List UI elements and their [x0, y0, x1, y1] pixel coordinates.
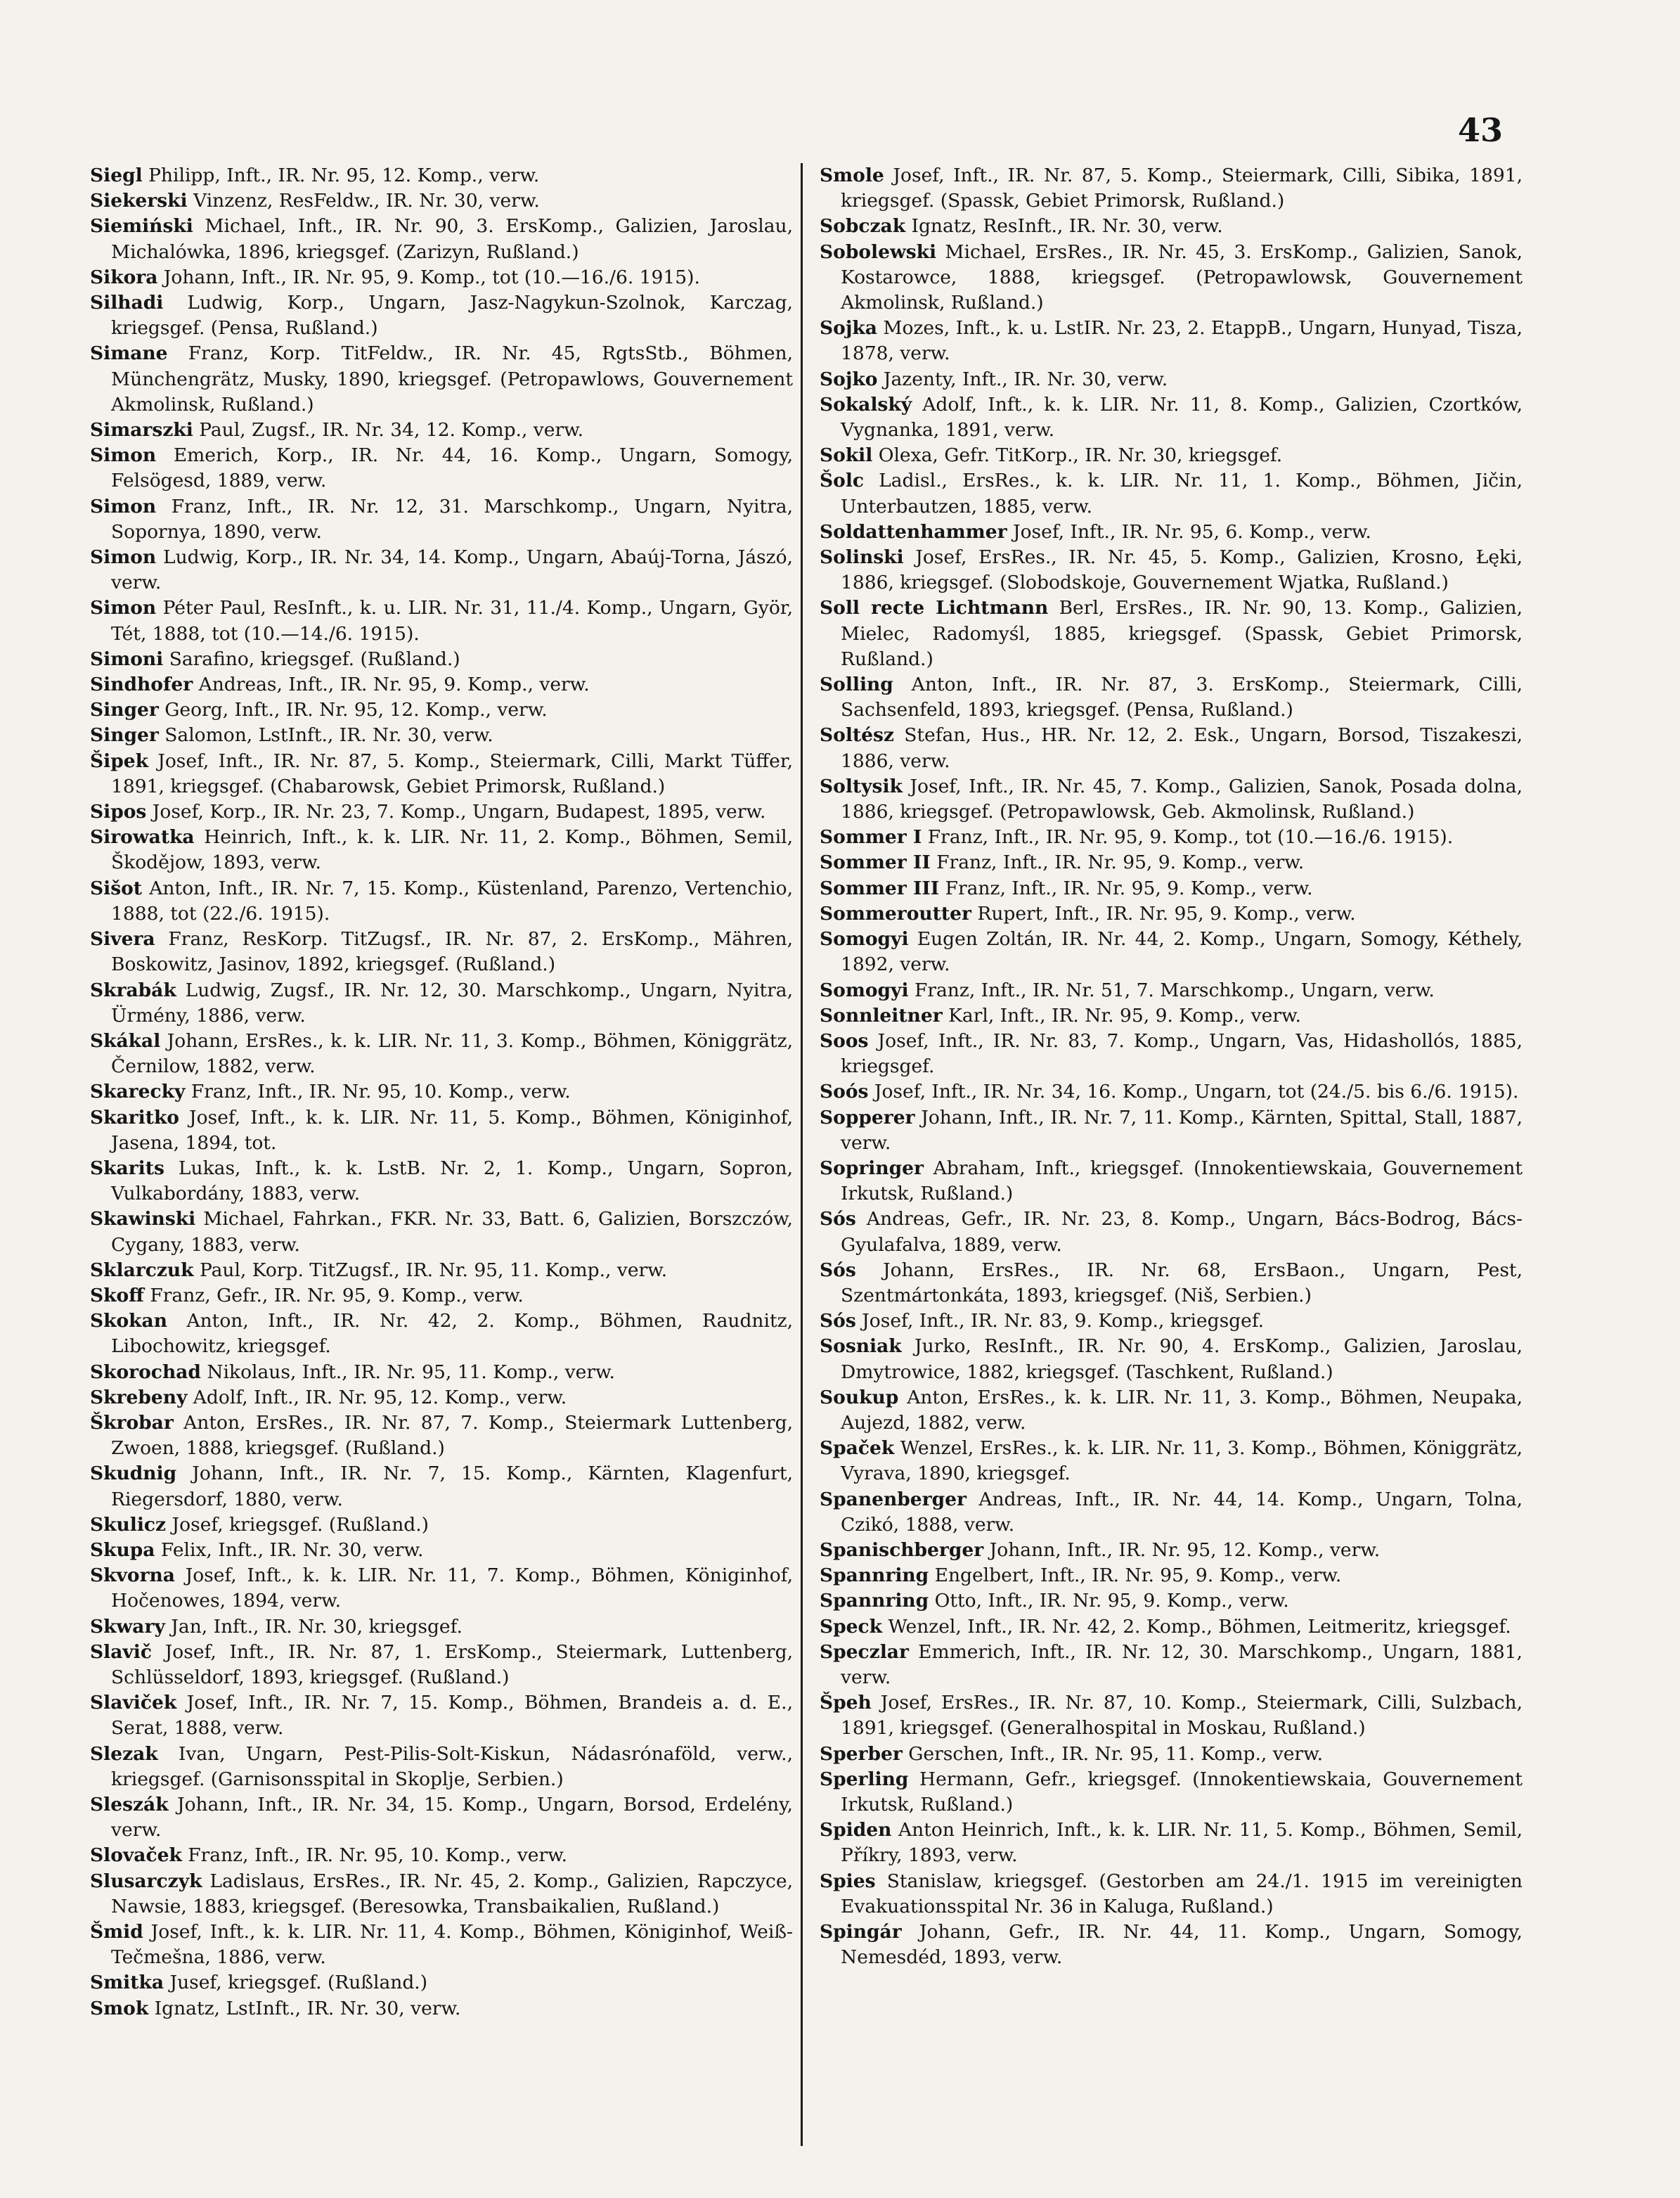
register-entry — [90, 1843, 793, 1868]
entry-surname: Špeh — [820, 1692, 872, 1714]
entry-surname: Šolc — [820, 470, 865, 492]
entry-details: Franz, ResKorp. TitZugsf., IR. Nr. 87, 2. ErsKomp., Mähren, Boskowitz, Jasinov, 1892, kriegsgef. (Rußland.) — [111, 928, 793, 976]
entry-surname: Sojko — [820, 368, 878, 390]
entry-surname: Sobolewski — [820, 240, 937, 263]
entry-details: Josef, Inft., IR. Nr. 83, 7. Komp., Ungarn, Vas, Hidashollós, 1885, kriegsgef. — [841, 1029, 1523, 1078]
entry-details: Engelbert, Inft., IR. Nr. 95, 9. Komp., verw. — [929, 1564, 1342, 1587]
entry-details: Anton, Inft., IR. Nr. 7, 15. Komp., Küstenland, Parenzo, Vertenchio, 1888, tot (22./6. 1915). — [111, 877, 793, 925]
register-entry — [90, 596, 793, 646]
register-entry — [90, 341, 793, 418]
entry-surname: Sommeroutter — [820, 902, 971, 925]
entry-details: Josef, Inft., IR. Nr. 83, 9. Komp., kriegsgef. — [855, 1310, 1265, 1332]
register-entry — [90, 799, 793, 825]
entry-surname: Skrebeny — [90, 1386, 188, 1408]
entry-surname: Sonnleitner — [820, 1004, 943, 1027]
entry-surname: Siegl — [90, 165, 143, 186]
entry-surname: Skorochad — [90, 1361, 201, 1383]
register-entry — [820, 240, 1523, 316]
entry-details: Ignatz, ResInft., IR. Nr. 30, verw. — [905, 215, 1223, 238]
entry-details: Felix, Inft., IR. Nr. 30, verw. — [155, 1538, 424, 1561]
entry-surname: Škrobar — [90, 1411, 174, 1434]
entry-details: Franz, Inft., IR. Nr. 95, 9. Komp., tot (10.—16./6. 1915). — [922, 826, 1454, 849]
entry-details: Ladisl., ErsRes., k. k. LIR. Nr. 11, 1. Komp., Böhmen, Jičin, Unterbautzen, 1885, verw. — [841, 470, 1523, 518]
entry-details: Otto, Inft., IR. Nr. 95, 9. Komp., verw. — [929, 1590, 1289, 1612]
entry-details: Michael, Fahrkan., FKR. Nr. 33, Batt. 6, Galizien, Borszczów, Cygany, 1883, verw. — [111, 1208, 793, 1256]
register-entry — [90, 1385, 793, 1410]
register-entry — [90, 1614, 793, 1640]
entry-details: Johann, Inft., IR. Nr. 7, 15. Komp., Kärnten, Klagenfurt, Riegersdorf, 1880, verw. — [111, 1463, 793, 1510]
entry-details: Heinrich, Inft., k. k. LIR. Nr. 11, 2. Komp., Böhmen, Semil, Škodějow, 1893, verw. — [111, 826, 793, 874]
entry-details: Ignatz, LstInft., IR. Nr. 30, verw. — [148, 1997, 461, 2019]
entry-details: Josef, Korp., IR. Nr. 23, 7. Komp., Ungarn, Budapest, 1895, verw. — [146, 801, 766, 823]
register-entry — [820, 1385, 1523, 1436]
entry-details: Anton, Inft., IR. Nr. 87, 3. ErsKomp., Steiermark, Cilli, Sachsenfeld, 1893, kriegsgef. (Pensa, Rußland.) — [841, 674, 1523, 721]
entry-surname: Singer — [90, 699, 159, 721]
entry-surname: Soll recte Lichtmann — [820, 597, 1049, 619]
right-column — [820, 163, 1523, 1970]
register-entry — [820, 1207, 1523, 1257]
entry-details: Andreas, Inft., IR. Nr. 44, 14. Komp., Ungarn, Tolna, Czikó, 1888, verw. — [841, 1488, 1523, 1536]
entry-details: Josef, kriegsgef. (Rußland.) — [166, 1513, 429, 1536]
register-entry — [90, 1563, 793, 1614]
register-entry — [90, 188, 793, 214]
entry-details: Michael, Inft., IR. Nr. 90, 3. ErsKomp., Galizien, Jaroslau, Michalówka, 1896, kriegsgef. (Zarizyn, Rußland.) — [111, 215, 793, 263]
entry-details: Stanislaw, kriegsgef. (Gestorben am 24./1. 1915 im vereinigten Evakuationsspital Nr. 36 in Kaluga, Rußland.) — [841, 1870, 1523, 1917]
register-entry — [90, 290, 793, 341]
entry-surname: Spanischberger — [820, 1538, 984, 1561]
entry-details: Olexa, Gefr. TitKorp., IR. Nr. 30, kriegsgef. — [872, 444, 1283, 467]
register-entry — [820, 876, 1523, 901]
register-entry — [820, 316, 1523, 366]
entry-surname: Spannring — [820, 1590, 929, 1612]
register-entry — [820, 978, 1523, 1003]
entry-surname: Sommer II — [820, 851, 931, 874]
register-entry — [820, 723, 1523, 773]
register-entry — [820, 392, 1523, 443]
register-entry — [820, 1334, 1523, 1384]
entry-surname: Spanenberger — [820, 1488, 967, 1510]
register-entry — [90, 1029, 793, 1079]
register-entry — [820, 468, 1523, 519]
entry-surname: Sindhofer — [90, 674, 193, 696]
register-entry — [90, 1920, 793, 1970]
entry-details: Josef, Inft., IR. Nr. 87, 5. Komp., Steiermark, Cilli, Sibika, 1891, kriegsgef. (Spassk, Gebiet Primorsk, Rußland.) — [841, 165, 1523, 212]
entry-details: Georg, Inft., IR. Nr. 95, 12. Komp., verw. — [158, 699, 548, 721]
entry-surname: Sommer I — [820, 826, 922, 849]
register-entry — [90, 749, 793, 799]
entry-details: Ludwig, Zugsf., IR. Nr. 12, 30. Marschkomp., Ungarn, Nyitra, Ürmény, 1886, verw. — [111, 979, 793, 1027]
entry-details: Anton, ErsRes., IR. Nr. 87, 7. Komp., Steiermark Luttenberg, Zwoen, 1888, kriegsgef. (Rußland.) — [111, 1411, 793, 1460]
register-entry — [820, 1436, 1523, 1486]
register-entry — [90, 214, 793, 264]
register-entry — [820, 520, 1523, 545]
register-entry — [90, 698, 793, 723]
entry-details: Franz, Inft., IR. Nr. 51, 7. Marschkomp., Ungarn, verw. — [908, 979, 1435, 1001]
entry-details: Jurko, ResInft., IR. Nr. 90, 4. ErsKomp., Galizien, Jaroslau, Dmytrowice, 1882, kriegsgef. (Taschkent, Rußland.) — [841, 1335, 1523, 1383]
entry-details: Johann, Inft., IR. Nr. 95, 12. Komp., verw. — [983, 1538, 1381, 1561]
register-entry — [820, 1640, 1523, 1690]
entry-surname: Spies — [820, 1870, 876, 1892]
entry-details: Franz, Inft., IR. Nr. 12, 31. Marschkomp., Ungarn, Nyitra, Sopornya, 1890, verw. — [111, 495, 793, 543]
entry-details: Mozes, Inft., k. u. LstIR. Nr. 23, 2. EtappB., Ungarn, Hunyad, Tisza, 1878, verw. — [841, 317, 1523, 365]
entry-details: Abraham, Inft., kriegsgef. (Innokentiewskaia, Gouvernement Irkutsk, Rußland.) — [841, 1157, 1523, 1205]
entry-surname: Spiden — [820, 1819, 892, 1842]
register-entry — [90, 443, 793, 494]
register-entry — [90, 1309, 793, 1359]
entry-surname: Sišot — [90, 877, 143, 899]
entry-details: Josef, Inft., k. k. LIR. Nr. 11, 4. Komp., Böhmen, Königinhof, Weiß-Tečmešna, 1886, verw. — [111, 1921, 793, 1969]
register-entry — [90, 1538, 793, 1563]
entry-details: Emmerich, Inft., IR. Nr. 12, 30. Marschkomp., Ungarn, 1881, verw. — [841, 1640, 1523, 1688]
entry-details: Karl, Inft., IR. Nr. 95, 9. Komp., verw. — [942, 1004, 1301, 1027]
register-entry — [90, 1792, 793, 1843]
register-entry — [820, 1614, 1523, 1640]
entry-surname: Soukup — [820, 1386, 899, 1408]
register-entry — [820, 672, 1523, 723]
register-entry — [820, 850, 1523, 875]
register-entry — [820, 1029, 1523, 1079]
entry-surname: Somogyi — [820, 979, 909, 1001]
register-entry — [820, 1258, 1523, 1309]
entry-surname: Smok — [90, 1997, 149, 2019]
column-divider — [801, 163, 803, 2146]
entry-details: Ludwig, Korp., Ungarn, Jasz-Nagykun-Szolnok, Karczag, kriegsgef. (Pensa, Rußland.) — [111, 292, 793, 340]
register-entry — [90, 494, 793, 545]
register-entry — [820, 1538, 1523, 1563]
register-entry — [90, 265, 793, 290]
entry-surname: Skaritko — [90, 1106, 179, 1129]
entry-details: Jusef, kriegsgef. (Rußland.) — [164, 1972, 428, 1994]
register-entry — [820, 825, 1523, 850]
register-entry — [820, 214, 1523, 239]
entry-surname: Simoni — [90, 648, 164, 670]
entry-details: Adolf, Inft., k. k. LIR. Nr. 11, 8. Komp., Galizien, Czortków, Vygnanka, 1891, verw. — [841, 393, 1523, 442]
entry-details: Josef, Inft., IR. Nr. 87, 1. ErsKomp., Steiermark, Luttenberg, Schlüsseldorf, 1893, kriegsgef. (Rußland.) — [111, 1640, 793, 1688]
register-entry — [820, 1920, 1523, 1970]
entry-surname: Skarecky — [90, 1081, 186, 1103]
entry-details: Franz, Inft., IR. Nr. 95, 9. Komp., verw. — [939, 877, 1313, 899]
entry-surname: Sós — [820, 1208, 856, 1230]
register-entry — [90, 418, 793, 443]
entry-details: Franz, Korp. TitFeldw., IR. Nr. 45, RgtsStb., Böhmen, Münchengrätz, Musky, 1890, kriegsgef. (Petropawlows, Gouvernement Akmolinsk, Rußland.) — [111, 342, 793, 416]
register-entry — [820, 1588, 1523, 1614]
register-entry — [90, 1105, 793, 1156]
entry-surname: Skarits — [90, 1157, 164, 1179]
entry-details: Johann, Inft., IR. Nr. 34, 15. Komp., Ungarn, Borsod, Erdelény, verw. — [111, 1794, 793, 1842]
entry-details: Josef, Inft., IR. Nr. 87, 5. Komp., Steiermark, Cilli, Markt Tüffer, 1891, kriegsgef. (Chabarowsk, Gebiet Primorsk, Rußland.) — [111, 750, 793, 797]
register-entry — [820, 1156, 1523, 1207]
entry-details: Jan, Inft., IR. Nr. 30, kriegsgef. — [164, 1615, 463, 1638]
register-entry — [90, 1742, 793, 1792]
entry-surname: Simon — [90, 546, 157, 569]
entry-details: Andreas, Gefr., IR. Nr. 23, 8. Komp., Ungarn, Bács-Bodrog, Bács-Gyulafalva, 1889, verw. — [841, 1208, 1523, 1256]
entry-details: Andreas, Inft., IR. Nr. 95, 9. Komp., verw. — [193, 674, 590, 696]
entry-surname: Sperber — [820, 1742, 903, 1765]
entry-surname: Sopperer — [820, 1106, 915, 1129]
entry-surname: Skrabák — [90, 979, 176, 1001]
entry-details: Ivan, Ungarn, Pest-Pilis-Solt-Kiskun, Nádasrónaföld, verw., kriegsgef. (Garnisonsspital in Skoplje, Serbien.) — [111, 1742, 793, 1790]
entry-surname: Skupa — [90, 1538, 155, 1561]
entry-surname: Sikora — [90, 266, 158, 288]
entry-surname: Soltysik — [820, 775, 903, 797]
entry-surname: Sojka — [820, 317, 877, 340]
entry-surname: Spingár — [820, 1921, 902, 1943]
register-entry — [90, 1690, 793, 1741]
entry-details: Paul, Korp. TitZugsf., IR. Nr. 95, 11. Komp., verw. — [193, 1259, 668, 1281]
register-entry — [820, 1742, 1523, 1767]
entry-surname: Spaček — [820, 1437, 895, 1460]
entry-surname: Slavič — [90, 1640, 152, 1663]
entry-details: Hermann, Gefr., kriegsgef. (Innokentiewskaia, Gouvernement Irkutsk, Rußland.) — [841, 1768, 1523, 1815]
entry-details: Ladislaus, ErsRes., IR. Nr. 45, 2. Komp., Galizien, Rapczyce, Nawsie, 1883, kriegsgef. (Beresowka, Transbaikalien, Rußland.) — [111, 1870, 793, 1917]
register-entry — [820, 1818, 1523, 1868]
entry-surname: Soós — [820, 1081, 869, 1103]
entry-surname: Sklarczuk — [90, 1259, 194, 1281]
entry-surname: Skulicz — [90, 1513, 167, 1536]
register-entry — [90, 647, 793, 672]
register-entry — [820, 443, 1523, 468]
entry-surname: Soos — [820, 1029, 869, 1052]
entry-details: Ludwig, Korp., IR. Nr. 34, 14. Komp., Ungarn, Abaúj-Torna, Jászó, verw. — [111, 546, 793, 594]
entry-surname: Sperling — [820, 1768, 909, 1790]
entry-surname: Skwary — [90, 1615, 165, 1638]
entry-surname: Simon — [90, 495, 157, 518]
entry-details: Josef, Inft., k. k. LIR. Nr. 11, 5. Komp., Böhmen, Königinhof, Jasena, 1894, tot. — [111, 1106, 793, 1154]
entry-details: Lukas, Inft., k. k. LstB. Nr. 2, 1. Komp., Ungarn, Sopron, Vulkabordány, 1883, verw. — [111, 1157, 793, 1205]
entry-surname: Simon — [90, 444, 157, 467]
entry-details: Franz, Inft., IR. Nr. 95, 10. Komp., verw. — [185, 1081, 571, 1103]
entry-details: Johann, Inft., IR. Nr. 95, 9. Komp., tot (10.—16./6. 1915). — [157, 266, 700, 288]
entry-details: Michael, ErsRes., IR. Nr. 45, 3. ErsKomp., Galizien, Sanok, Kostarowce, 1888, kriegsgef. (Petropawlowsk, Gouvernement Akmolinsk, Rußland.) — [841, 240, 1523, 314]
entry-surname: Sirowatka — [90, 826, 195, 849]
entry-details: Josef, Inft., IR. Nr. 45, 7. Komp., Galizien, Sanok, Posada dolna, 1886, kriegsgef. (Petropawlowsk, Geb. Akmolinsk, Rußland.) — [841, 775, 1523, 823]
entry-surname: Simane — [90, 342, 168, 365]
register-entry — [820, 1105, 1523, 1156]
register-entry — [90, 1156, 793, 1207]
register-entry — [820, 1003, 1523, 1029]
entry-surname: Skoff — [90, 1284, 144, 1306]
entry-details: Johann, ErsRes., IR. Nr. 68, ErsBaon., Ungarn, Pest, Szentmártonkáta, 1893, kriegsgef. (Niš, Serbien.) — [841, 1259, 1523, 1306]
entry-details: Josef, Inft., IR. Nr. 34, 16. Komp., Ungarn, tot (24./5. bis 6./6. 1915). — [868, 1081, 1519, 1103]
entry-surname: Simarszki — [90, 419, 193, 442]
entry-surname: Solling — [820, 674, 893, 696]
entry-details: Josef, Inft., k. k. LIR. Nr. 11, 7. Komp., Böhmen, Königinhof, Hočenowes, 1894, verw. — [111, 1564, 793, 1612]
register-entry — [820, 774, 1523, 825]
register-entry — [90, 163, 793, 188]
page-number: 43 — [1457, 111, 1503, 149]
register-entry — [820, 163, 1523, 214]
register-entry — [90, 1996, 793, 2022]
register-entry — [820, 1309, 1523, 1334]
entry-details: Johann, Gefr., IR. Nr. 44, 11. Komp., Ungarn, Somogy, Nemesdéd, 1893, verw. — [841, 1921, 1523, 1969]
entry-details: Josef, ErsRes., IR. Nr. 45, 5. Komp., Galizien, Krosno, Łęki, 1886, kriegsgef. (Slobodskoje, Gouvernement Wjatka, Rußland.) — [841, 546, 1523, 594]
register-entry — [90, 1207, 793, 1257]
entry-surname: Šipek — [90, 750, 148, 772]
register-entry — [90, 1970, 793, 1995]
entry-details: Anton Heinrich, Inft., k. k. LIR. Nr. 11, 5. Komp., Böhmen, Semil, Příkry, 1893, verw. — [841, 1819, 1523, 1867]
entry-details: Franz, Inft., IR. Nr. 95, 9. Komp., verw. — [930, 851, 1305, 874]
entry-surname: Siekerski — [90, 190, 188, 212]
entry-surname: Somogyi — [820, 928, 909, 951]
entry-details: Sarafino, kriegsgef. (Rußland.) — [163, 648, 460, 670]
register-entry — [90, 927, 793, 977]
register-entry — [90, 672, 793, 698]
entry-surname: Skawinski — [90, 1208, 196, 1230]
register-entry — [820, 1563, 1523, 1588]
entry-details: Rupert, Inft., IR. Nr. 95, 9. Komp., verw. — [971, 902, 1356, 925]
entry-surname: Sleszák — [90, 1794, 169, 1815]
entry-details: Péter Paul, ResInft., k. u. LIR. Nr. 31, 11./4. Komp., Ungarn, Györ, Tét, 1888, tot (10.—14./6. 1915). — [111, 597, 793, 645]
register-entry — [820, 545, 1523, 596]
register-entry — [820, 927, 1523, 977]
entry-surname: Sosniak — [820, 1335, 902, 1358]
entry-details: Gerschen, Inft., IR. Nr. 95, 11. Komp., verw. — [902, 1742, 1324, 1765]
register-entry — [90, 723, 793, 748]
entry-surname: Šmid — [90, 1921, 143, 1943]
entry-surname: Smole — [820, 165, 884, 186]
register-entry — [90, 1258, 793, 1283]
entry-details: Anton, ErsRes., k. k. LIR. Nr. 11, 3. Komp., Böhmen, Neupaka, Aujezd, 1882, verw. — [841, 1386, 1523, 1434]
entry-surname: Slaviček — [90, 1692, 177, 1714]
register-entry — [820, 596, 1523, 672]
register-entry — [820, 1869, 1523, 1920]
entry-details: Josef, ErsRes., IR. Nr. 87, 10. Komp., Steiermark, Cilli, Sulzbach, 1891, kriegsgef. (Generalhospital in Moskau, Rußland.) — [841, 1692, 1523, 1740]
entry-details: Nikolaus, Inft., IR. Nr. 95, 11. Komp., verw. — [200, 1361, 615, 1383]
entry-surname: Sokil — [820, 444, 873, 467]
entry-surname: Spannring — [820, 1564, 929, 1587]
register-entry — [90, 1079, 793, 1105]
entry-details: Franz, Gefr., IR. Nr. 95, 9. Komp., verw. — [143, 1284, 524, 1306]
entry-details: Jazenty, Inft., IR. Nr. 30, verw. — [877, 368, 1168, 390]
register-entry — [90, 545, 793, 596]
entry-details: Stefan, Hus., HR. Nr. 12, 2. Esk., Ungarn, Borsod, Tiszakeszi, 1886, verw. — [841, 724, 1523, 772]
entry-details: Berl, ErsRes., IR. Nr. 90, 13. Komp., Galizien, Mielec, Radomyśl, 1885, kriegsgef. (Spassk, Gebiet Primorsk, Rußland.) — [841, 597, 1523, 670]
register-entry — [90, 876, 793, 927]
entry-surname: Skudnig — [90, 1463, 177, 1485]
entry-surname: Skokan — [90, 1310, 167, 1332]
entry-details: Philipp, Inft., IR. Nr. 95, 12. Komp., verw. — [142, 165, 540, 186]
entry-details: Johann, ErsRes., k. k. LIR. Nr. 11, 3. Komp., Böhmen, Königgrätz, Černilow, 1882, verw. — [111, 1029, 793, 1078]
entry-details: Adolf, Inft., IR. Nr. 95, 12. Komp., verw. — [187, 1386, 567, 1408]
entry-surname: Silhadi — [90, 292, 164, 314]
register-entry — [90, 1461, 793, 1512]
entry-details: Josef, Inft., IR. Nr. 7, 15. Komp., Böhmen, Brandeis a. d. E., Serat, 1888, verw. — [111, 1692, 793, 1740]
entry-details: Paul, Zugsf., IR. Nr. 34, 12. Komp., verw. — [193, 419, 584, 442]
entry-details: Anton, Inft., IR. Nr. 42, 2. Komp., Böhmen, Raudnitz, Libochowitz, kriegsgef. — [111, 1310, 793, 1358]
entry-surname: Speck — [820, 1615, 883, 1638]
entry-surname: Singer — [90, 724, 159, 747]
entry-surname: Soldattenhammer — [820, 520, 1007, 543]
entry-surname: Speczlar — [820, 1640, 909, 1663]
entry-surname: Sokalský — [820, 393, 912, 416]
entry-surname: Simon — [90, 597, 157, 619]
entry-surname: Slezak — [90, 1742, 158, 1765]
register-entry — [820, 1767, 1523, 1818]
entry-surname: Slusarczyk — [90, 1870, 202, 1892]
entry-surname: Soltész — [820, 724, 894, 747]
entry-details: Salomon, LstInft., IR. Nr. 30, verw. — [158, 724, 493, 747]
entry-details: Franz, Inft., IR. Nr. 95, 10. Komp., verw. — [181, 1844, 568, 1867]
entry-surname: Sobczak — [820, 215, 906, 238]
register-entry — [90, 1869, 793, 1920]
entry-surname: Sós — [820, 1310, 856, 1332]
register-entry — [90, 825, 793, 875]
entry-details: Josef, Inft., IR. Nr. 95, 6. Komp., verw. — [1007, 520, 1371, 543]
entry-surname: Skvorna — [90, 1564, 175, 1587]
entry-surname: Smitka — [90, 1972, 164, 1994]
register-entry — [820, 367, 1523, 392]
entry-details: Vinzenz, ResFeldw., IR. Nr. 30, verw. — [187, 190, 540, 212]
entry-details: Wenzel, ErsRes., k. k. LIR. Nr. 11, 3. Komp., Böhmen, Königgrätz, Vyrava, 1890, kriegsgef. — [841, 1437, 1523, 1485]
register-entry — [90, 1360, 793, 1385]
entry-details: Eugen Zoltán, IR. Nr. 44, 2. Komp., Ungarn, Somogy, Kéthely, 1892, verw. — [841, 928, 1523, 976]
entry-surname: Sommer III — [820, 877, 940, 899]
entry-surname: Sipos — [90, 801, 147, 823]
register-entry — [820, 1487, 1523, 1538]
register-entry — [820, 1079, 1523, 1105]
entry-surname: Solinski — [820, 546, 904, 569]
register-entry — [90, 1640, 793, 1690]
register-entry — [90, 1512, 793, 1538]
register-entry — [90, 1283, 793, 1309]
register-entry — [90, 1410, 793, 1461]
entry-surname: Sivera — [90, 928, 155, 951]
entry-surname: Slovaček — [90, 1844, 182, 1867]
entry-surname: Sopringer — [820, 1157, 924, 1179]
entry-details: Emerich, Korp., IR. Nr. 44, 16. Komp., Ungarn, Somogy, Felsögesd, 1889, verw. — [111, 444, 793, 492]
left-column — [90, 163, 793, 2022]
register-entry — [820, 901, 1523, 927]
entry-details: Johann, Inft., IR. Nr. 7, 11. Komp., Kärnten, Spittal, Stall, 1887, verw. — [841, 1106, 1523, 1154]
entry-surname: Sós — [820, 1259, 856, 1281]
register-entry — [820, 1690, 1523, 1741]
register-entry — [90, 978, 793, 1029]
entry-surname: Skákal — [90, 1029, 161, 1052]
entry-surname: Siemiński — [90, 215, 193, 238]
entry-details: Wenzel, Inft., IR. Nr. 42, 2. Komp., Böhmen, Leitmeritz, kriegsgef. — [882, 1615, 1511, 1638]
